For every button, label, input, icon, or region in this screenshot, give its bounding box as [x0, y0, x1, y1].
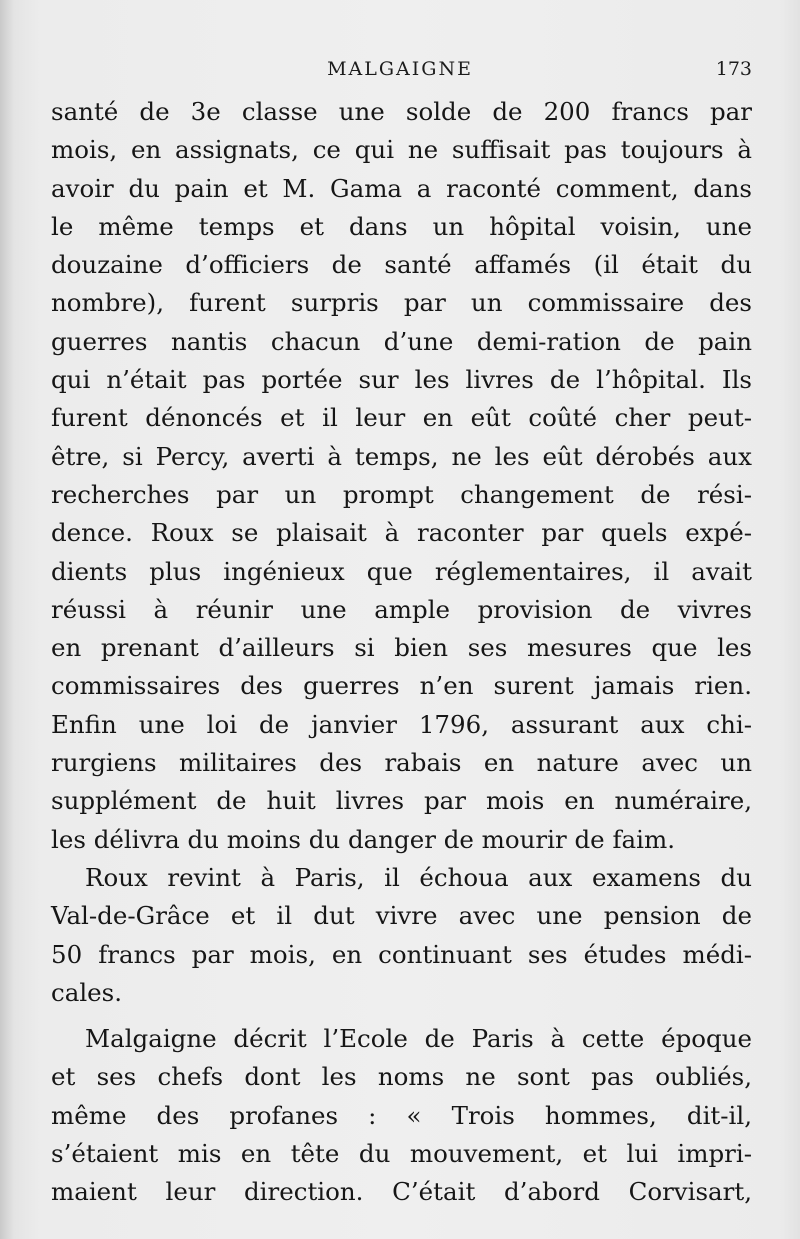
text-line: en prenant d’ailleurs si bien ses mesures que les	[51, 633, 752, 663]
text-line: commissaires des guerres n’en surent jamais rien.	[51, 671, 752, 701]
running-head: MALGAIGNE	[327, 58, 473, 80]
text-line: et ses chefs dont les noms ne sont pas oubliés,	[51, 1062, 752, 1092]
text-line: même des profanes : « Trois hommes, dit-il,	[51, 1100, 752, 1130]
text-line: Roux revint à Paris, il échoua aux examens du	[85, 862, 752, 892]
text-line: qui n’était pas portée sur les livres de l’hôpital. Ils	[51, 365, 752, 395]
text-line: Enfin une loi de janvier 1796, assurant aux chi-	[51, 709, 752, 739]
page-header	[0, 58, 800, 88]
paragraph-gap	[51, 1012, 752, 1020]
text-line: recherches par un prompt changement de rési-	[51, 479, 752, 509]
paragraph-3	[51, 1020, 752, 1211]
text-line: dients plus ingénieux que réglementaires, il avait	[51, 556, 752, 586]
text-line: être, si Percy, averti à temps, ne les eût dérobés aux	[51, 441, 752, 471]
text-line: le même temps et dans un hôpital voisin, une	[51, 211, 752, 241]
page-number: 173	[715, 58, 752, 80]
text-line: Malgaigne décrit l’Ecole de Paris à cette époque	[85, 1024, 752, 1054]
text-line: avoir du pain et M. Gama a raconté comment, dans	[51, 173, 752, 203]
text-line: cales.	[51, 977, 123, 1007]
paragraph-1	[51, 93, 752, 859]
body-text	[51, 93, 752, 1212]
text-line: Val-de-Grâce et il dut vivre avec une pension de	[51, 901, 752, 931]
text-line: nombre), furent surpris par un commissaire des	[51, 288, 752, 318]
text-line: rurgiens militaires des rabais en nature avec un	[51, 748, 752, 778]
text-line: dence. Roux se plaisait à raconter par quels expé-	[51, 518, 752, 548]
paragraph-2	[51, 859, 752, 1012]
text-line: réussi à réunir une ample provision de vivres	[51, 594, 752, 624]
text-line: supplément de huit livres par mois en numéraire,	[51, 786, 752, 816]
text-line: s’étaient mis en tête du mouvement, et lui impri-	[51, 1139, 752, 1169]
text-line: mois, en assignats, ce qui ne suffisait pas toujours à	[51, 135, 752, 165]
text-line: douzaine d’officiers de santé affamés (il était du	[51, 250, 752, 280]
text-line: 50 francs par mois, en continuant ses études médi-	[51, 939, 752, 969]
text-line: guerres nantis chacun d’une demi-ration de pain	[51, 326, 752, 356]
text-line: santé de 3e classe une solde de 200 francs par	[51, 97, 752, 126]
text-line: furent dénoncés et il leur en eût coûté cher peut-	[51, 403, 752, 433]
text-line: les délivra du moins du danger de mourir de faim.	[51, 824, 675, 854]
text-line: maient leur direction. C’était d’abord Corvisart,	[51, 1177, 752, 1207]
